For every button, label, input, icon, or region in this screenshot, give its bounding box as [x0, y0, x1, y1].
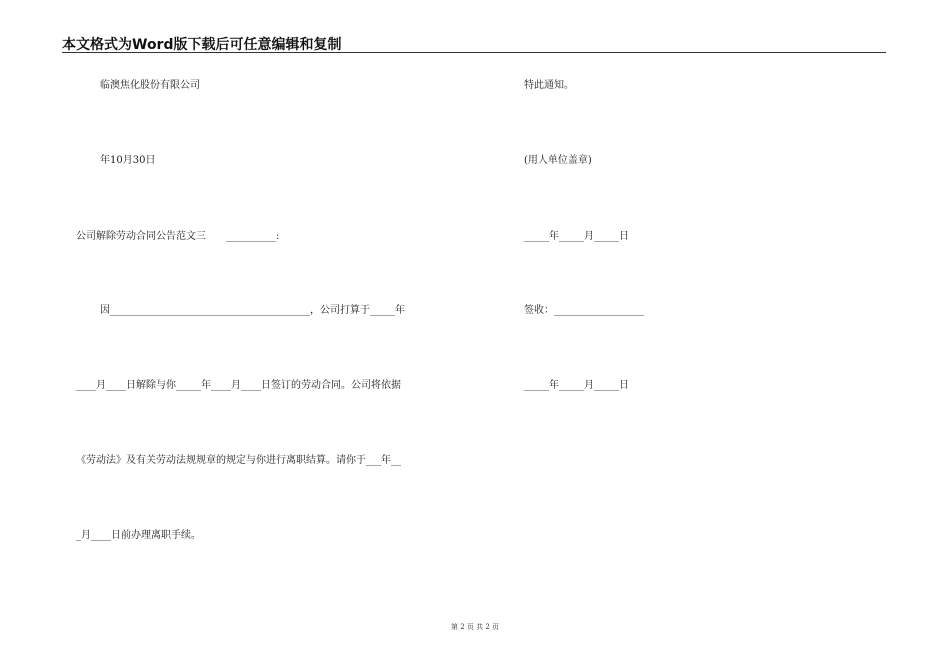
receipt-date-line: _____年_____月_____日 [524, 380, 629, 391]
document-date: 年10月30日 [100, 155, 156, 166]
seal-date-line: _____年_____月_____日 [524, 231, 629, 242]
document-header-title: 本文格式为Word版下载后可任意编辑和复制 [62, 37, 342, 53]
paragraph-line-1: 因________________________________________，公司打算于_____年 [100, 305, 405, 316]
notice-title: 公司解除劳动合同公告范文三 __________: [76, 231, 280, 242]
receipt-signature: 签收：__________________ [524, 305, 644, 316]
header-divider [62, 52, 886, 53]
paragraph-line-3: 《劳动法》及有关劳动法规规章的规定与你进行离职结算。请你于___年__ [76, 455, 401, 466]
paragraph-line-2: ____月____日解除与你_____年____月____日签订的劳动合同。公司将依据 [76, 380, 401, 391]
closing-notice: 特此通知。 [524, 80, 574, 91]
employer-seal: (用人单位盖章) [524, 155, 592, 166]
page-number: 第 2 页 共 2 页 [450, 623, 500, 631]
paragraph-line-4: _月____日前办理离职手续。 [76, 530, 201, 541]
company-name: 临澳焦化股份有限公司 [100, 80, 200, 91]
